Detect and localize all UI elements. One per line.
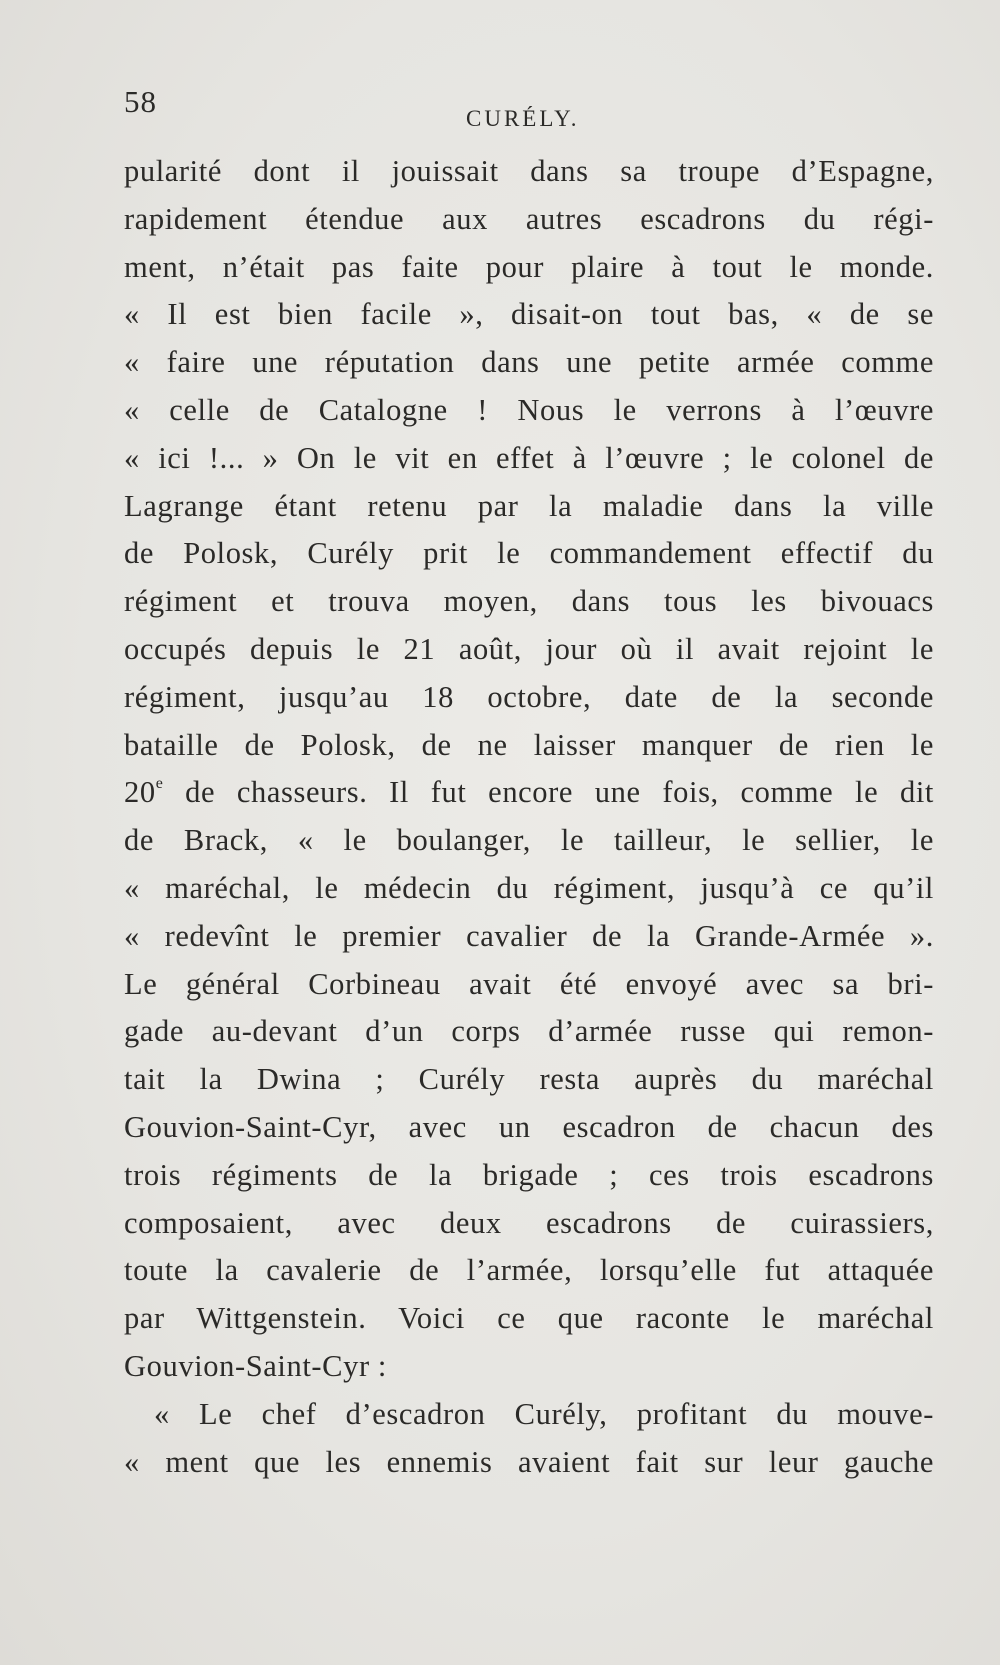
page-header xyxy=(124,84,934,134)
text-line: Le général Corbineau avait été envoyé avec sa bri- xyxy=(124,966,934,1001)
text-line: tait la Dwina ; Curély resta auprès du maréchal xyxy=(124,1062,934,1097)
text-line: de Brack, « le boulanger, le tailleur, le sellier, le xyxy=(124,823,934,858)
running-head: CURÉLY. xyxy=(466,106,580,131)
text-line: ment, n’était pas faite pour plaire à tout le monde. xyxy=(124,249,934,284)
quote-line: « Le chef d’escadron Curély, profitant du mouve- xyxy=(154,1396,934,1431)
quote-line: « ment que les ennemis avaient fait sur leur gauche xyxy=(124,1444,934,1479)
page-number: 58 xyxy=(124,84,157,119)
text-line-ordinal xyxy=(124,769,934,817)
text-line: « Il est bien facile », disait-on tout bas, « de se xyxy=(124,297,934,332)
text-line: de Polosk, Curély prit le commandement effectif du xyxy=(124,536,934,571)
body-text xyxy=(124,148,934,1486)
text-line: toute la cavalerie de l’armée, lorsqu’elle fut attaquée xyxy=(124,1253,934,1288)
text-line: pularité dont il jouissait dans sa troupe d’Espagne, xyxy=(124,154,934,188)
text-line-rest: de chasseurs. Il fut encore une fois, comme le dit xyxy=(185,775,934,810)
text-line: occupés depuis le 21 août, jour où il avait rejoint le xyxy=(124,631,934,666)
text-line: composaient, avec deux escadrons de cuirassiers, xyxy=(124,1205,934,1240)
text-line: « ici !... » On le vit en effet à l’œuvre ; le colonel de xyxy=(124,440,934,475)
ordinal-number: 20 xyxy=(124,775,156,810)
text-line: Gouvion-Saint-Cyr : xyxy=(124,1348,388,1383)
text-line: régiment, jusqu’au 18 octobre, date de la seconde xyxy=(124,679,934,714)
ordinal-suffix: e xyxy=(155,775,164,793)
text-line: trois régiments de la brigade ; ces trois escadrons xyxy=(124,1157,934,1192)
text-line: « maréchal, le médecin du régiment, jusqu’à ce qu’il xyxy=(124,870,934,905)
text-line: rapidement étendue aux autres escadrons du régi- xyxy=(124,201,934,236)
text-line: « faire une réputation dans une petite armée comme xyxy=(124,345,934,380)
text-line: par Wittgenstein. Voici ce que raconte le maréchal xyxy=(124,1301,934,1336)
text-line: gade au-devant d’un corps d’armée russe qui remon- xyxy=(124,1014,934,1049)
text-line: bataille de Polosk, de ne laisser manquer de rien le xyxy=(124,727,934,762)
text-line: « celle de Catalogne ! Nous le verrons à l’œuvre xyxy=(124,392,934,427)
text-line: régiment et trouva moyen, dans tous les bivouacs xyxy=(124,584,934,619)
text-line: Gouvion-Saint-Cyr, avec un escadron de chacun des xyxy=(124,1109,934,1144)
text-line: Lagrange étant retenu par la maladie dans la ville xyxy=(124,488,934,523)
text-line: « redevînt le premier cavalier de la Grande-Armée ». xyxy=(124,918,934,953)
